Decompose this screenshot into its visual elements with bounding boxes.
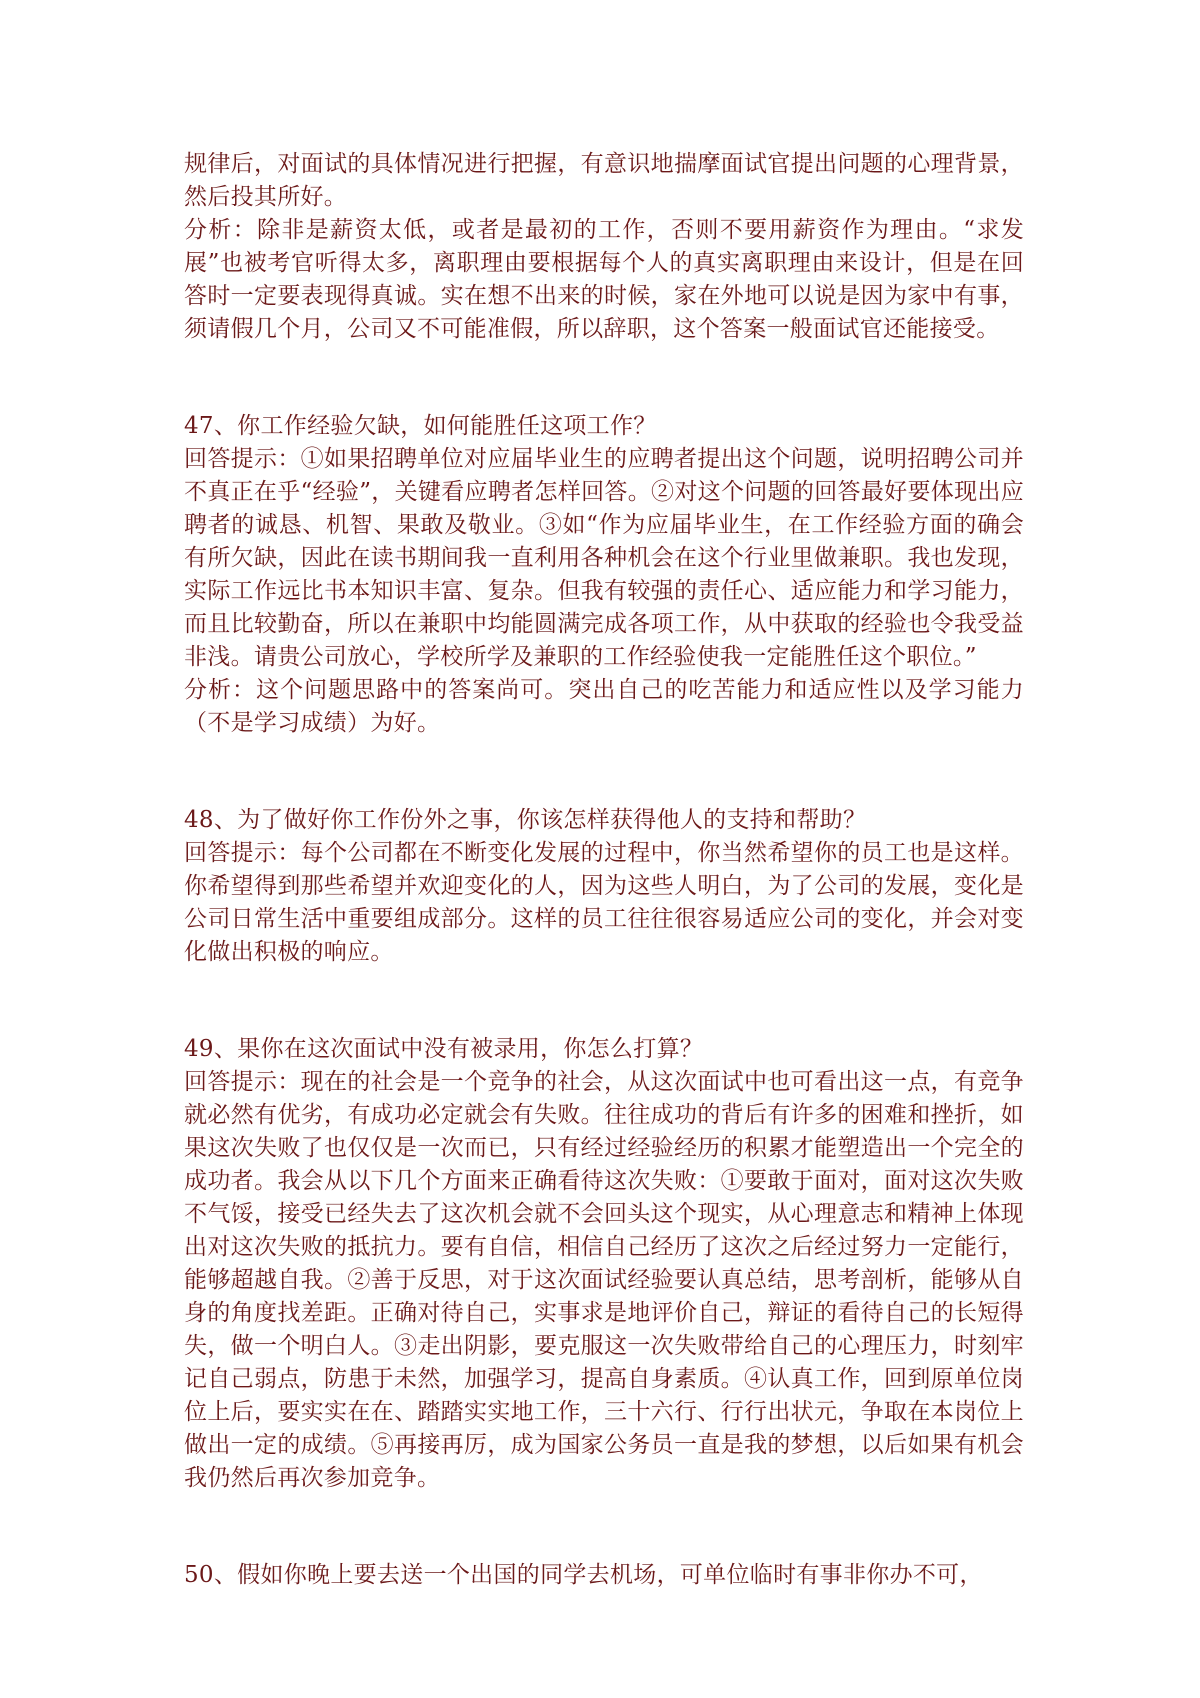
section-gap: [184, 346, 1024, 410]
answer-48: 回答提示：每个公司都在不断变化发展的过程中，你当然希望你的员工也是这样。你希望得到那些希望并欢迎变化的人，因为这些人明白，为了公司的发展，变化是公司日常生活中重要组成部分。这样的员工往往很容易适应公司的变化，并会对变化做出积极的响应。: [184, 840, 1024, 965]
answer-47: 回答提示：①如果招聘单位对应届毕业生的应聘者提出这个问题，说明招聘公司并不真正在乎“经验”，关键看应聘者怎样回答。②对这个问题的回答最好要体现出应聘者的诚恳、机智、果敢及敬业。③如“作为应届毕业生，在工作经验方面的确会有所欠缺，因此在读书期间我一直利用各种机会在这个行业里做兼职。我也发现，实际工作远比书本知识丰富、复杂。但我有较强的责任心、适应能力和学习能力，而且比较勤奋，所以在兼职中均能圆满完成各项工作，从中获取的经验也令我受益非浅。请贵公司放心，学校所学及兼职的工作经验使我一定能胜任这个职位。”: [184, 446, 1024, 670]
question-50: 50、假如你晚上要去送一个出国的同学去机场，可单位临时有事非你办不可，: [184, 1562, 983, 1588]
question-49: 49、果你在这次面试中没有被录用，你怎么打算？: [184, 1036, 704, 1062]
intro-analysis: 分析：除非是薪资太低，或者是最初的工作，否则不要用薪资作为理由。“求发展”也被考官听得太多，离职理由要根据每个人的真实离职理由来设计，但是在回答时一定要表现得真诚。实在想不出来的时候，家在外地可以说是因为家中有事，须请假几个月，公司又不可能准假，所以辞职，这个答案一般面试官还能接受。: [184, 217, 1024, 342]
section-gap: [184, 969, 1024, 1033]
document-page: [184, 148, 1024, 1592]
analysis-47: 分析：这个问题思路中的答案尚可。突出自己的吃苦能力和适应性以及学习能力（不是学习成绩）为好。: [184, 677, 1024, 736]
section-gap: [184, 1495, 1024, 1559]
section-gap: [184, 740, 1024, 804]
intro-paragraph: 规律后，对面试的具体情况进行把握，有意识地揣摩面试官提出问题的心理背景，然后投其所好。: [184, 151, 1024, 210]
question-47: 47、你工作经验欠缺，如何能胜任这项工作？: [184, 413, 657, 439]
question-48: 48、为了做好你工作份外之事，你该怎样获得他人的支持和帮助？: [184, 807, 867, 833]
answer-49: 回答提示：现在的社会是一个竞争的社会，从这次面试中也可看出这一点，有竞争就必然有优劣，有成功必定就会有失败。往往成功的背后有许多的困难和挫折，如果这次失败了也仅仅是一次而已，只有经过经验经历的积累才能塑造出一个完全的成功者。我会从以下几个方面来正确看待这次失败：①要敢于面对，面对这次失败不气馁，接受已经失去了这次机会就不会回头这个现实，从心理意志和精神上体现出对这次失败的抵抗力。要有自信，相信自己经历了这次之后经过努力一定能行，能够超越自我。②善于反思，对于这次面试经验要认真总结，思考剖析，能够从自身的角度找差距。正确对待自己，实事求是地评价自己，辩证的看待自己的长短得失，做一个明白人。③走出阴影，要克服这一次失败带给自己的心理压力，时刻牢记自己弱点，防患于未然，加强学习，提高自身素质。④认真工作，回到原单位岗位上后，要实实在在、踏踏实实地工作，三十六行、行行出状元，争取在本岗位上做出一定的成绩。⑤再接再厉，成为国家公务员一直是我的梦想，以后如果有机会我仍然后再次参加竞争。: [184, 1069, 1024, 1491]
